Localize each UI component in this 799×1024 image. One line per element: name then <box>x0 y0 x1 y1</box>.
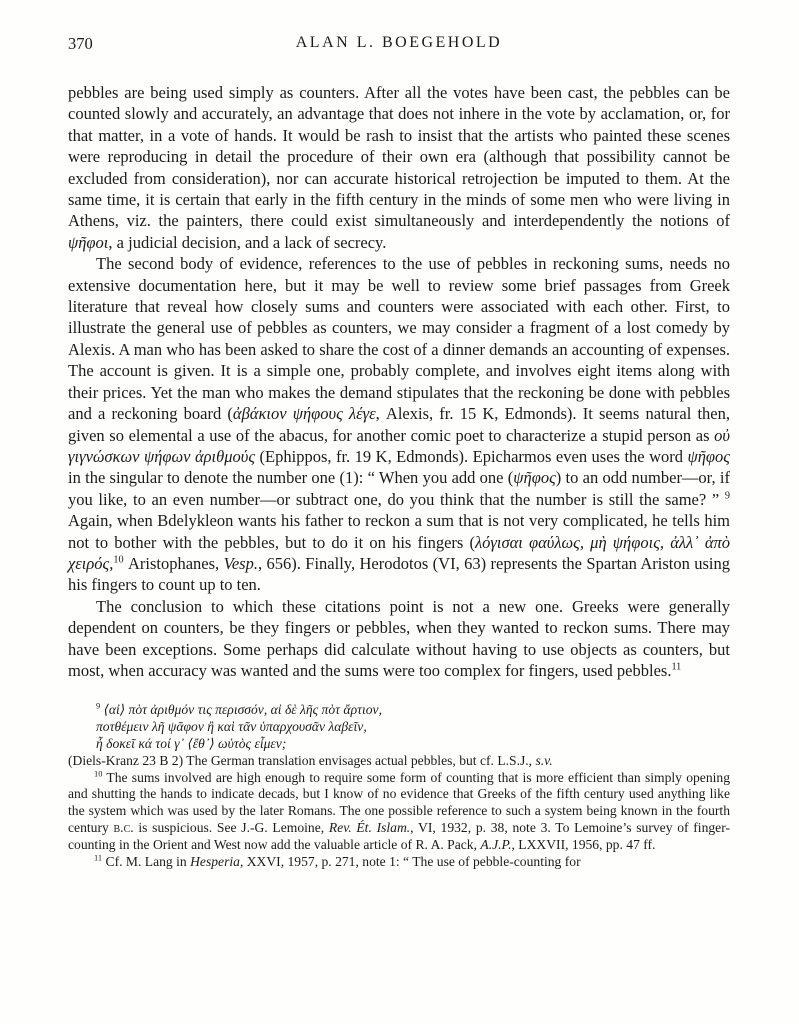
footnote-marker: 9 <box>724 490 730 502</box>
footnote-10 <box>68 770 730 854</box>
text-segment: λόγισαι φαύλως, μὴ ψήφοις, ἀλλ᾽ ἀπὸ χειρός, <box>68 532 730 573</box>
paragraph-2 <box>68 253 730 596</box>
running-head: ALAN L. BOEGEHOLD <box>295 34 503 51</box>
paragraph-1 <box>68 82 730 253</box>
text-segment: Hesperia <box>190 853 240 869</box>
paragraph-3 <box>68 596 730 682</box>
footnotes-section <box>68 702 730 870</box>
text-segment: ψῆφος <box>687 446 731 466</box>
text-segment: Aristophanes, <box>123 553 224 573</box>
text-segment: Again, when Bdelykleon wants his father to reckon a sum that is not very complicated, he tells him not to bother with the pebbles, but to do it on his fingers ( <box>68 511 730 552</box>
footnote-marker: 11 <box>94 852 103 863</box>
footnote-9-verse-line-2 <box>96 719 730 736</box>
article-body <box>68 82 730 681</box>
text-segment: Rev. Ét. Islam. <box>328 819 411 835</box>
text-segment: , 656). Finally, Herodotos (VI, 63) represents the Spartan Ariston using his fingers to count up to ten. <box>68 553 730 595</box>
page-header <box>68 34 730 56</box>
text-segment: ) to an odd number—or, if you like, to an even number—or subtract one, do you think that the number is still the same? ” <box>68 468 730 509</box>
text-segment: b.c. <box>113 819 134 835</box>
text-segment: in the singular to denote the number one (1): “ When you add one ( <box>68 468 514 488</box>
text-segment: Cf. M. Lang in <box>102 853 191 869</box>
text-segment: ἦ δοκεῖ κά τοί γ᾽ ⟨ἔθ᾽⟩ ωὑτὸς εἶμεν; <box>96 735 287 751</box>
text-segment: s.v. <box>535 752 553 768</box>
page-number: 370 <box>68 34 93 53</box>
text-segment: ⟨αἰ⟩ πὸτ ἀριθμόν τις περισσόν, αἰ δὲ λῆς πὸτ ἄρτιον, <box>100 702 382 718</box>
text-segment: , a judicial decision, and a lack of secrecy. <box>108 232 387 252</box>
footnote-9-prose <box>68 753 730 770</box>
text-segment: The conclusion to which these citations point is not a new one. Greeks were generally dependent on counters, be they fingers or pebbles, when they wanted to reckon sums. There may have been exceptions. Some perhaps did calculate without having to use objects as counters, but most, when accuracy was wanted and the sums were too complex for fingers, used pebbles. <box>68 596 730 680</box>
text-segment: (Diels-Kranz 23 B 2) The German translation envisages actual pebbles, but cf. L.S.J., <box>68 752 536 768</box>
text-segment: , Alexis, fr. 15 K, Edmonds). It seems natural then, given so elemental a use of the abacus, for another comic poet to characterize a stupid person as <box>68 404 731 445</box>
text-segment: , LXXVII, 1956, pp. 47 ff. <box>511 836 656 852</box>
footnote-9-verse-line-1 <box>96 702 730 719</box>
footnote-9-verse <box>68 702 730 752</box>
text-segment: (Ephippos, fr. 19 K, Edmonds). Epicharmos even uses the word <box>255 446 688 466</box>
text-segment: The sums involved are high enough to require some form of counting that is more efficient than simply opening and shutting the hands to indicate decads, but I know of no evidence that Greeks of the fifth century used anything like the system which was used by the later Romans. The one possible reference to such a system being known in the fourth century <box>68 769 730 835</box>
text-segment: ψῆφοι <box>68 232 109 252</box>
text-segment: A.J.P. <box>480 836 512 852</box>
text-segment: pebbles are being used simply as counters. After all the votes have been cast, the pebbles can be counted slowly and accurately, an advantage that does not inhere in the vote by acclamation, or, for that matter, in a vote of hands. It would be rash to insist that the artists who painted these scenes were reproducing in detail the procedure of their own era (although that possibility cannot be excluded from consideration), nor can accurate historical retrojection be imputed to them. At the same time, it is certain that early in the fifth century in the minds of some men who were living in Athens, viz. the painters, there could exist simultaneously and interdependently the notions of <box>68 83 730 231</box>
footnote-marker: 10 <box>94 768 103 779</box>
text-segment: ψῆφος <box>513 468 556 488</box>
footnote-marker: 10 <box>113 554 124 566</box>
text-segment: is suspicious. See J.-G. Lemoine, <box>133 819 329 835</box>
text-segment: Vesp. <box>223 553 258 573</box>
text-segment: ποτθέμειν λῆ ψᾶφον ἢ καὶ τᾶν ὑπαρχουσᾶν λαβεῖν, <box>96 719 367 735</box>
text-segment: The second body of evidence, references to the use of pebbles in reckoning sums, needs no extensive documentation here, but it may be well to review some brief passages from Greek literature that reveal how closely sums and counters were associated with each other. First, to illustrate the general use of pebbles as counters, we may consider a fragment of a lost comedy by Alexis. A man who has been asked to share the cost of a dinner demands an accounting of expenses. The account is given. It is a simple one, probably complete, and involves eight items along with their prices. Yet the man who makes the demand stipulates that the reckoning be done with pebbles and a reckoning board ( <box>68 254 730 424</box>
text-segment: , VI, 1932, p. 38, note 3. To Lemoine’s survey of finger-counting in the Orient and West now add the valuable article of R. A. Pack, <box>68 819 730 852</box>
footnote-11 <box>68 854 730 871</box>
text-segment: οὐ γιγνώσκων ψήφων ἀριθμούς <box>68 425 730 466</box>
text-segment: , XXVI, 1957, p. 271, note 1: “ The use of pebble-counting for <box>239 853 581 869</box>
text-segment: ἀβάκιον ψήφους λέγε <box>232 404 376 424</box>
footnote-marker: 11 <box>671 661 682 673</box>
footnote-9-verse-line-3 <box>96 736 730 753</box>
footnote-marker: 9 <box>96 700 101 711</box>
